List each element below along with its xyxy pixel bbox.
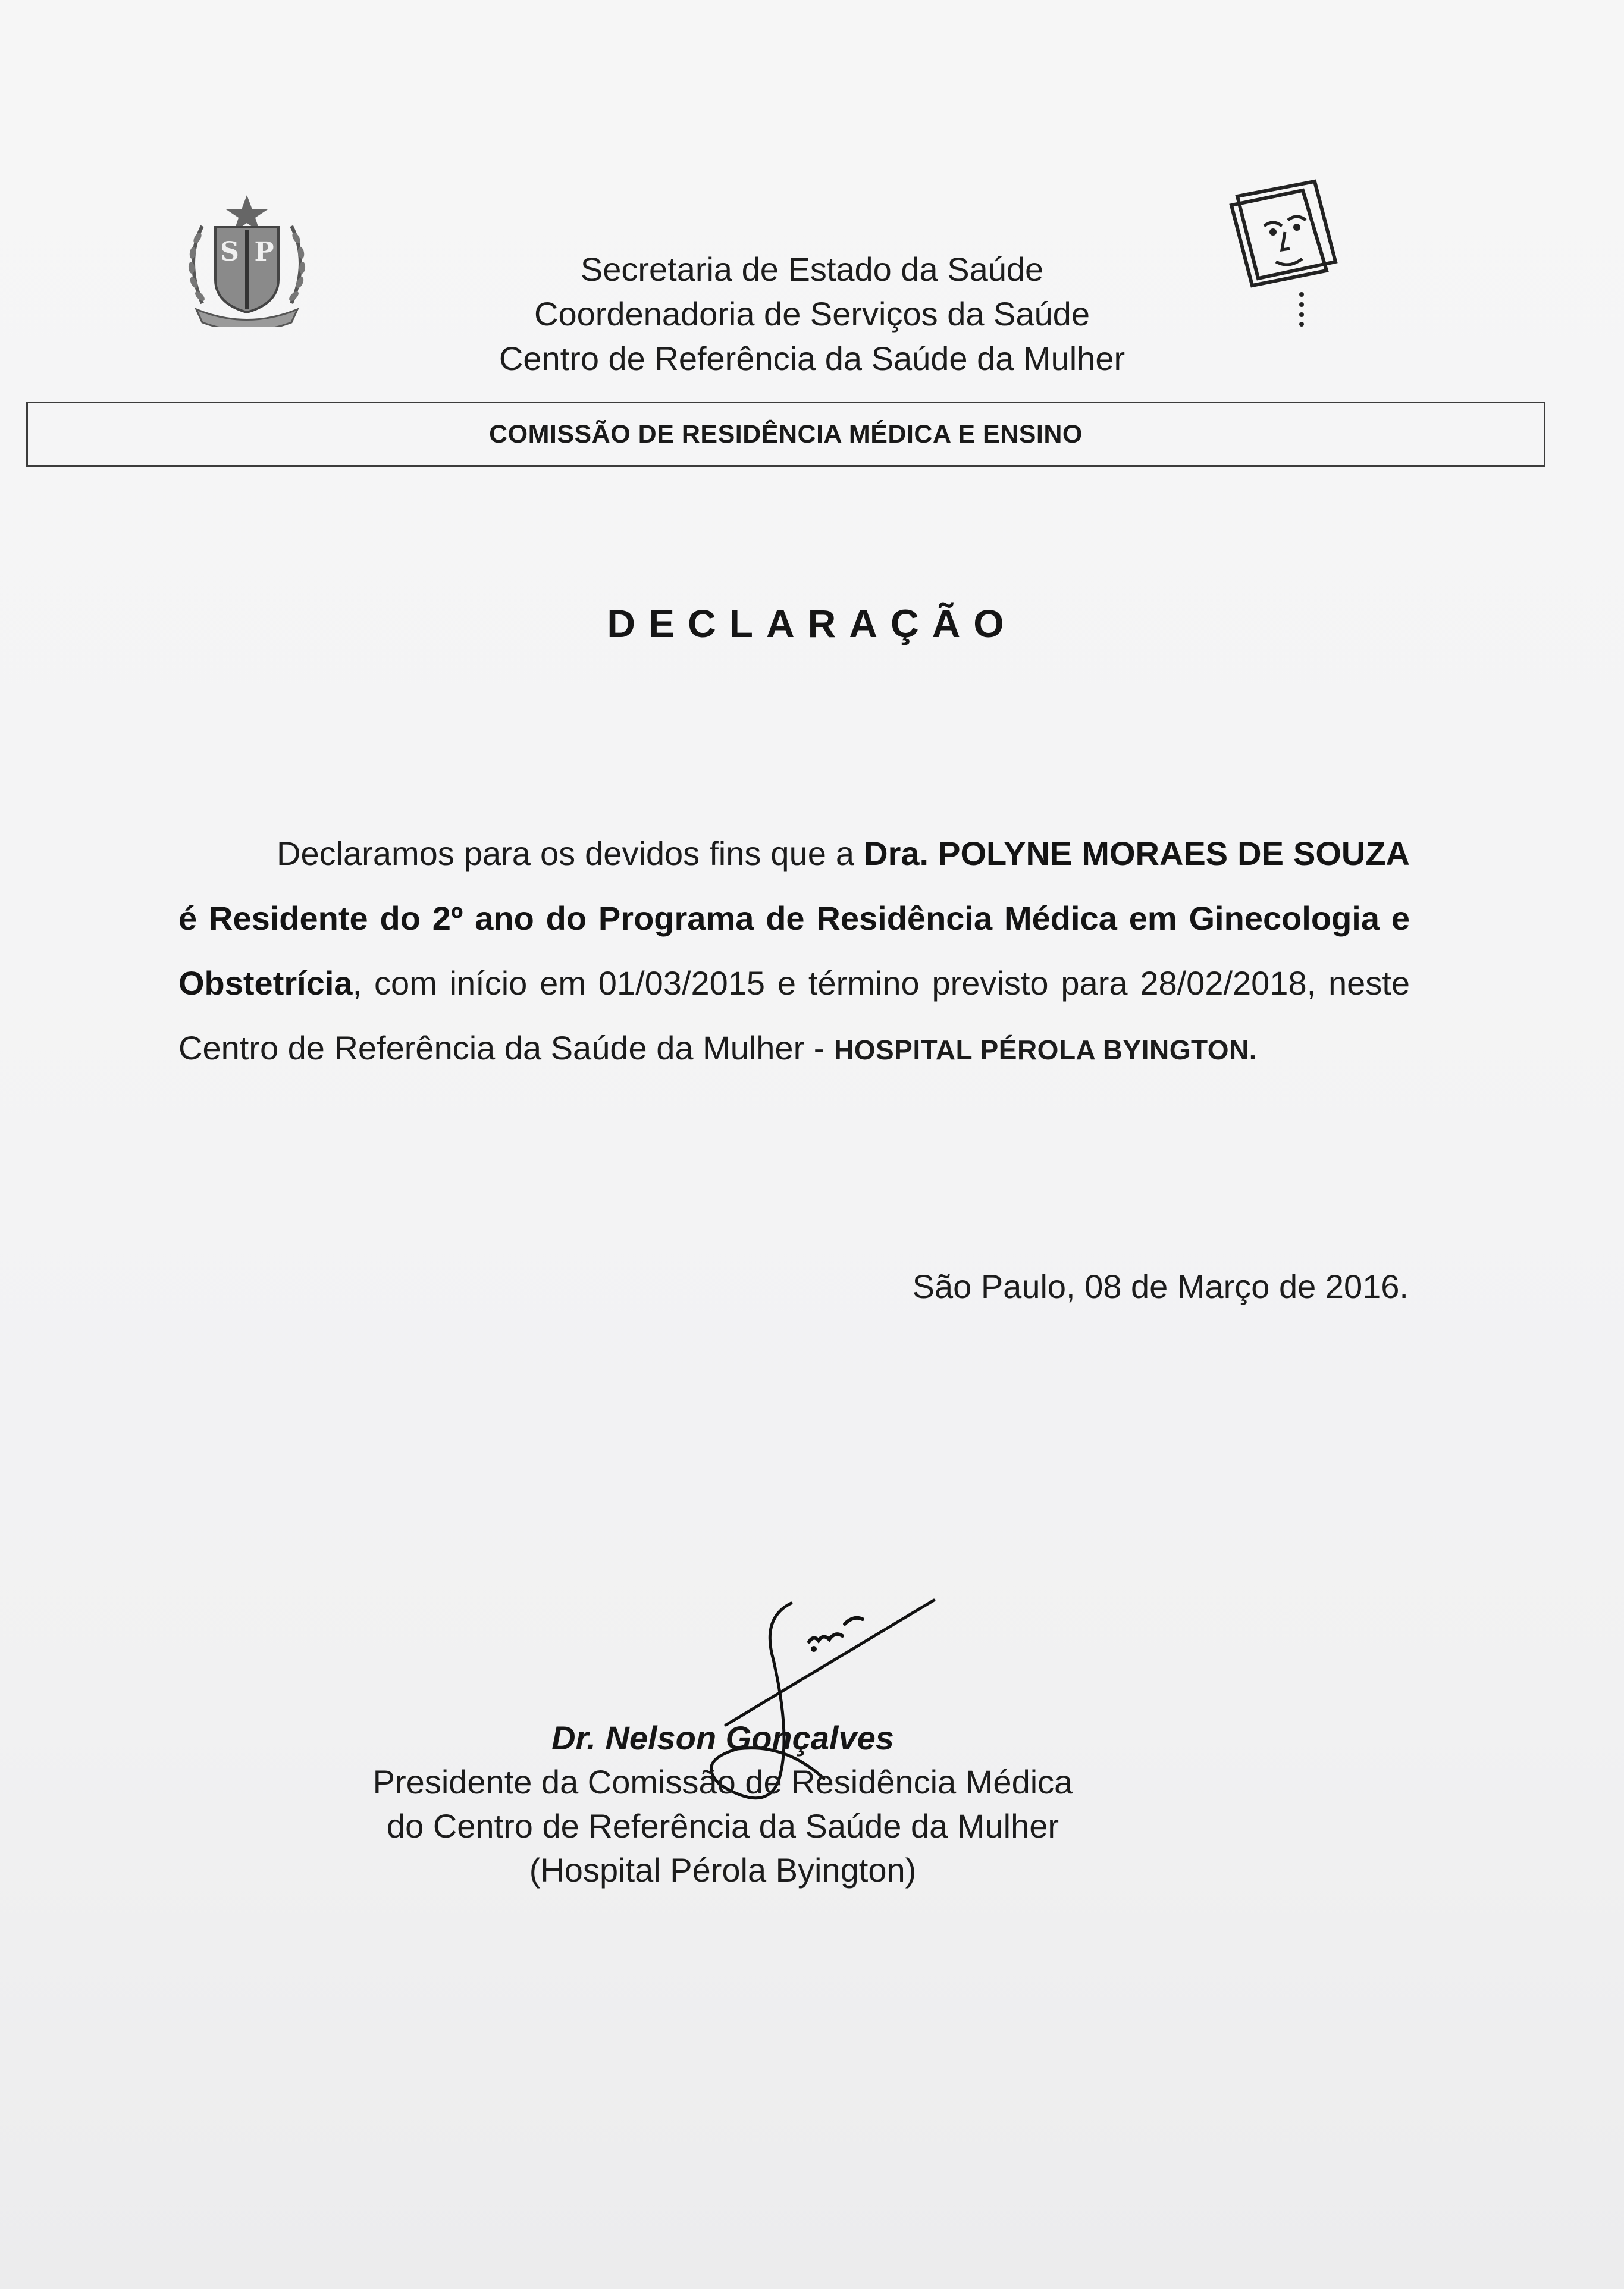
signer-role-line2: do Centro de Referência da Saúde da Mulher [386, 1807, 1059, 1845]
body-dates: , com início em 01/03/2015 e término previsto para 28/02/2018, neste Centro de Referência da Saúde da Mulher - [178, 964, 1410, 1067]
date-line: São Paulo, 08 de Março de 2016. [912, 1268, 1409, 1305]
svg-text:P: P [254, 237, 274, 267]
sao-paulo-coat-of-arms-icon [178, 190, 315, 327]
commission-title: COMISSÃO DE RESIDÊNCIA MÉDICA E ENSINO [489, 419, 1083, 449]
header-line-centro: Centro de Referência da Saúde da Mulher [499, 340, 1125, 377]
svg-text:S: S [220, 237, 239, 267]
body-doctor-program: Dra. POLYNE MORAES DE SOUZA é Residente do 2º ano do Programa de Residência Médica em Ginecologia e Obstetrícia [178, 835, 1410, 1002]
signer-role-line3: (Hospital Pérola Byington) [529, 1851, 917, 1889]
signer-role-line1: Presidente da Comissão de Residência Médica [372, 1763, 1073, 1801]
header-line-secretaria: Secretaria de Estado da Saúde [580, 250, 1044, 288]
commission-banner [26, 402, 1545, 467]
signature-block [336, 1716, 1109, 1892]
institution-header [333, 247, 1291, 381]
declaration-paragraph [178, 821, 1410, 1083]
body-hospital-name: HOSPITAL PÉROLA BYINGTON. [833, 1034, 1258, 1065]
document-title: DECLARAÇÃO [607, 601, 1017, 645]
header-line-coordenadoria: Coordenadoria de Serviços da Saúde [534, 295, 1090, 333]
signer-name: Dr. Nelson Gonçalves [551, 1719, 894, 1757]
body-intro: Declaramos para os devidos fins que a [277, 835, 864, 872]
